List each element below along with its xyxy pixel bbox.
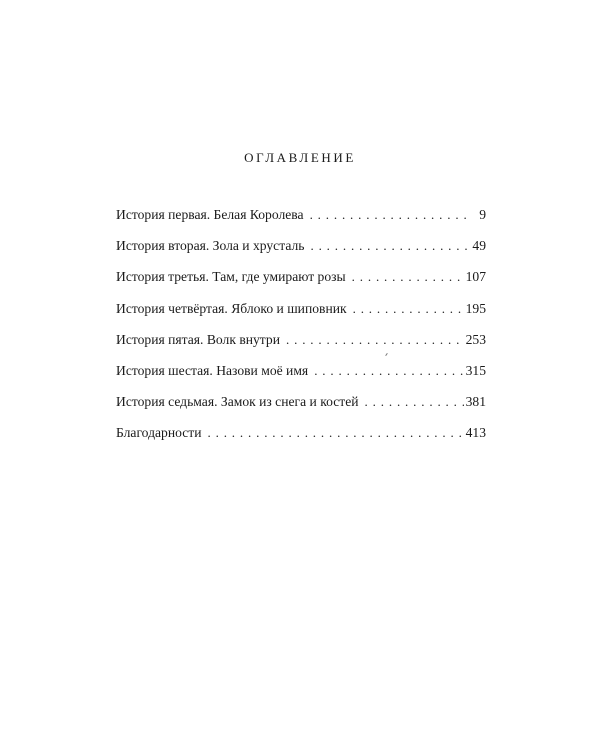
dot-leader bbox=[353, 300, 464, 318]
toc-entry-title: Благодарности bbox=[116, 425, 202, 441]
toc-entry-page: 413 bbox=[465, 425, 486, 441]
toc-entry-title: История первая. Белая Королева bbox=[116, 207, 304, 222]
toc-entry-title: История третья. Там, где умирают розы bbox=[116, 269, 346, 285]
toc-entry bbox=[116, 424, 486, 455]
toc-entry-title: История четвёртая. Яблоко и шиповник bbox=[116, 300, 347, 316]
toc-heading: оглавление bbox=[244, 146, 356, 167]
toc-list bbox=[116, 206, 486, 456]
toc-entry bbox=[116, 237, 486, 268]
toc-entry bbox=[116, 362, 486, 393]
toc-entry-page: 253 bbox=[465, 331, 486, 347]
toc-entry-title: История седьмая. Замок из снега и костей bbox=[116, 394, 359, 410]
toc-entry-page: 315 bbox=[465, 362, 486, 378]
toc-entry-page: 107 bbox=[465, 269, 486, 285]
toc-entry bbox=[116, 206, 486, 237]
toc-entry bbox=[116, 393, 486, 424]
dot-leader bbox=[286, 331, 464, 349]
toc-entry-page: 49 bbox=[472, 238, 486, 254]
toc-entry-page: 195 bbox=[465, 300, 486, 316]
toc-entry bbox=[116, 268, 486, 299]
toc-entry-title: История шестая. Назови моё имя bbox=[116, 362, 309, 378]
dot-leader bbox=[314, 362, 463, 380]
toc-entry bbox=[116, 331, 486, 362]
dot-leader bbox=[310, 237, 470, 255]
dot-leader bbox=[310, 206, 470, 224]
toc-entry-title: История пятая. Волк внутри bbox=[116, 331, 280, 347]
toc-entry bbox=[116, 300, 486, 331]
dot-leader bbox=[352, 268, 464, 286]
dot-leader bbox=[208, 424, 464, 442]
toc-entry-page: 381 bbox=[465, 394, 486, 410]
dot-leader bbox=[365, 393, 464, 411]
toc-entry-title: История вторая. Зола и хрусталь bbox=[116, 238, 305, 254]
toc-entry-page: 9 bbox=[479, 207, 486, 222]
